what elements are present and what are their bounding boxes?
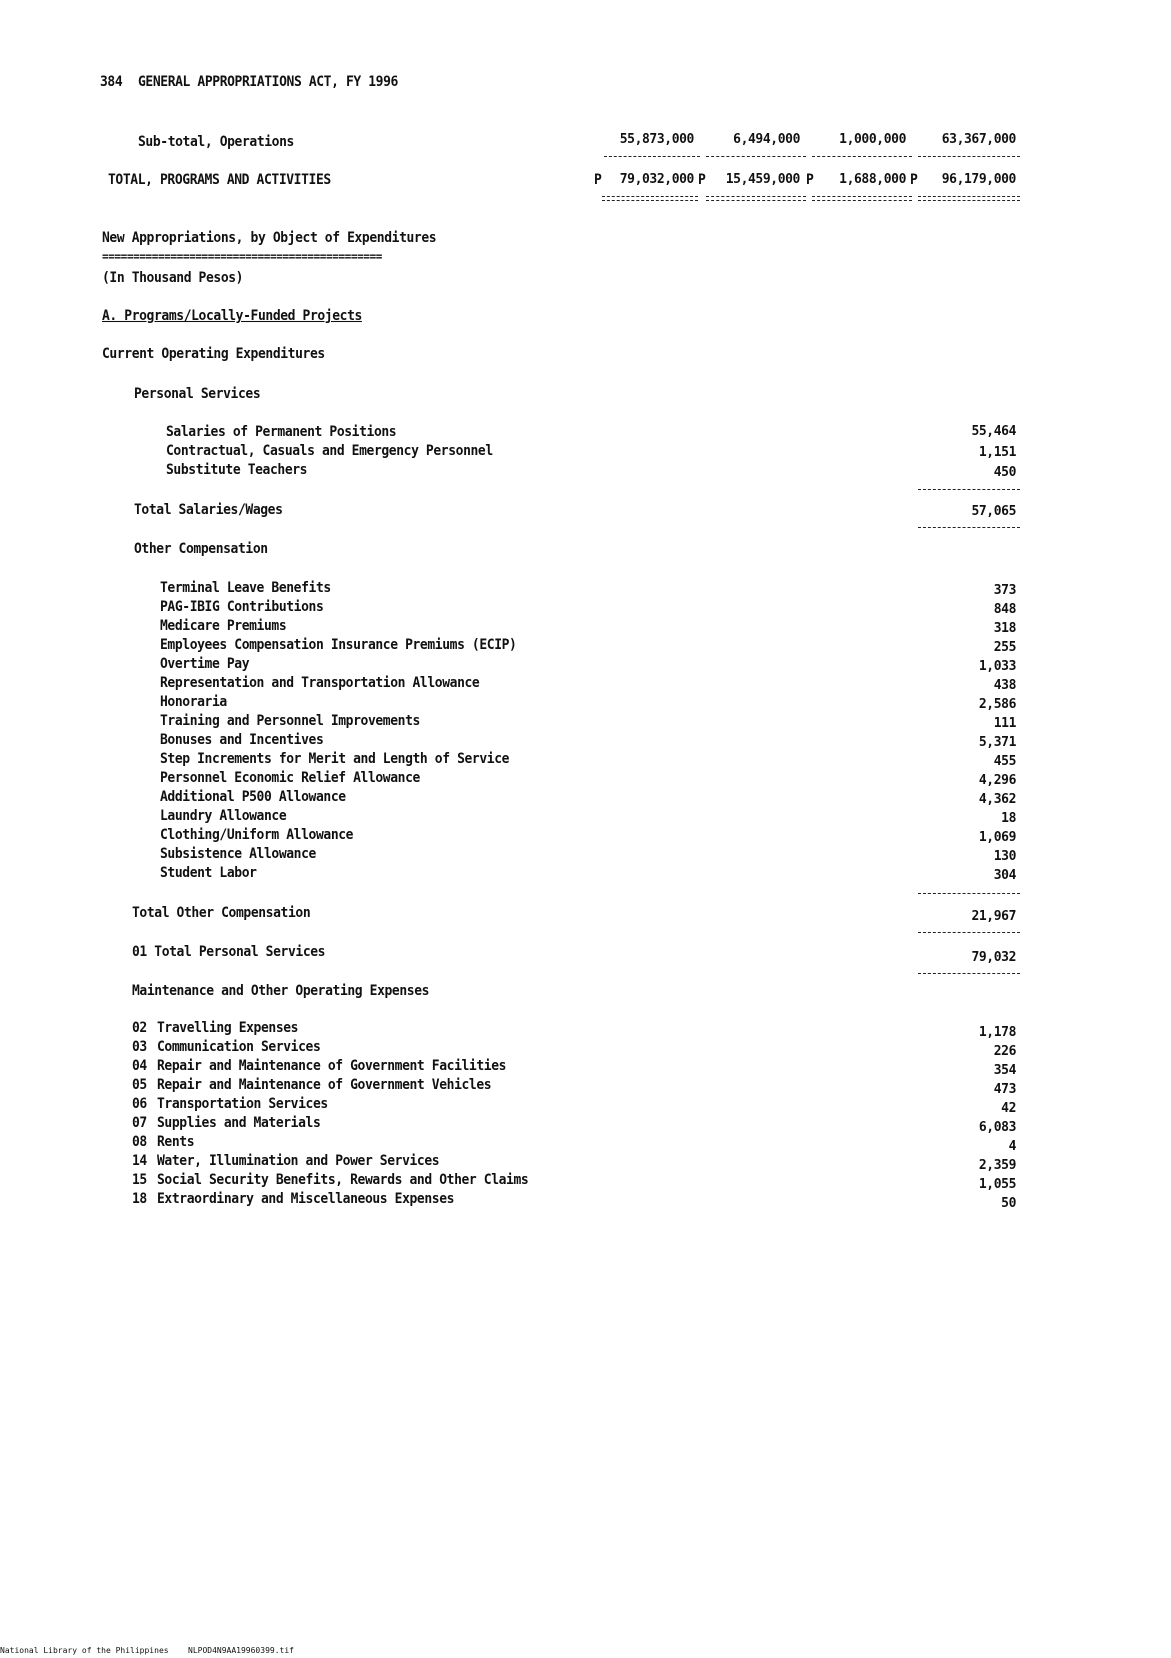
mooe-label: Water, Illumination and Power Services: [157, 1153, 440, 1170]
other-comp-value: 304: [993, 868, 1016, 883]
other-comp-value: 1,069: [978, 830, 1016, 845]
total-value-2: 15,459,000: [725, 172, 800, 187]
mooe-label: Transportation Services: [157, 1096, 328, 1113]
other-comp-label: Step Increments for Merit and Length of Service: [160, 751, 510, 768]
other-comp-value: 18: [1001, 811, 1016, 826]
other-comp-value: 255: [993, 640, 1016, 655]
total-personal-rule: [918, 973, 1020, 974]
mooe-label: Supplies and Materials: [157, 1115, 321, 1132]
other-comp-label: Overtime Pay: [160, 656, 250, 673]
mooe-value: 2,359: [978, 1158, 1016, 1173]
mooe-label: Communication Services: [157, 1039, 321, 1056]
other-comp-label: Personnel Economic Relief Allowance: [160, 770, 420, 787]
total-value-1: 79,032,000: [619, 172, 694, 187]
page-number: 384: [100, 74, 123, 91]
subtotal-value-4: 63,367,000: [941, 132, 1016, 147]
total-value-3: 1,688,000: [839, 172, 906, 187]
total-prefix-1: P: [594, 172, 602, 189]
mooe-label: Extraordinary and Miscellaneous Expenses: [157, 1191, 455, 1208]
mooe-value: 1,055: [978, 1177, 1016, 1192]
other-comp-label: Terminal Leave Benefits: [160, 580, 331, 597]
subtotal-rule-3: [812, 156, 912, 157]
subtotal-value-2: 6,494,000: [733, 132, 800, 147]
other-comp-label: Student Labor: [160, 865, 257, 882]
other-comp-label: Honoraria: [160, 694, 227, 711]
mooe-value: 226: [993, 1044, 1016, 1059]
subtotal-value-3: 1,000,000: [839, 132, 906, 147]
subtotal-label: Sub-total, Operations: [138, 134, 294, 151]
mooe-code: 03: [132, 1039, 147, 1056]
other-comp-value: 111: [993, 716, 1016, 731]
salary-value: 55,464: [971, 424, 1016, 439]
subtotal-value-1: 55,873,000: [619, 132, 694, 147]
total-label: TOTAL, PROGRAMS AND ACTIVITIES: [108, 172, 331, 189]
other-comp-label: PAG-IBIG Contributions: [160, 599, 324, 616]
mooe-label: Travelling Expenses: [157, 1020, 299, 1037]
footer-library: National Library of the Philippines: [0, 1646, 169, 1655]
mooe-value: 4: [1008, 1139, 1016, 1154]
personal-services-heading: Personal Services: [134, 386, 261, 403]
total-double-rule-1: [602, 196, 698, 201]
mooe-label: Rents: [157, 1134, 195, 1151]
total-personal-value: 79,032: [971, 950, 1016, 965]
other-comp-label: Clothing/Uniform Allowance: [160, 827, 354, 844]
total-salaries-rule: [918, 527, 1020, 528]
mooe-code: 07: [132, 1115, 147, 1132]
mooe-code: 04: [132, 1058, 147, 1075]
mooe-label: Repair and Maintenance of Government Vehicles: [157, 1077, 492, 1094]
total-salaries-label: Total Salaries/Wages: [134, 502, 283, 519]
mooe-code: 18: [132, 1191, 147, 1208]
total-personal-label: 01 Total Personal Services: [132, 944, 326, 961]
other-comp-label: Subsistence Allowance: [160, 846, 316, 863]
other-comp-label: Additional P500 Allowance: [160, 789, 346, 806]
salary-label: Substitute Teachers: [166, 462, 308, 479]
salary-value: 1,151: [978, 445, 1016, 460]
other-comp-heading: Other Compensation: [134, 541, 268, 558]
mooe-label: Repair and Maintenance of Government Facilities: [157, 1058, 507, 1075]
other-comp-rule: [918, 893, 1020, 894]
salary-value: 450: [993, 465, 1016, 480]
subtotal-rule-4: [918, 156, 1020, 157]
current-ops-heading: Current Operating Expenditures: [102, 346, 325, 363]
mooe-value: 6,083: [978, 1120, 1016, 1135]
section-heading: New Appropriations, by Object of Expenditures: [102, 230, 437, 247]
salary-label: Contractual, Casuals and Emergency Personnel: [166, 443, 493, 460]
other-comp-value: 438: [993, 678, 1016, 693]
salaries-rule: [918, 489, 1020, 490]
other-comp-value: 848: [993, 602, 1016, 617]
mooe-code: 02: [132, 1020, 147, 1037]
mooe-value: 1,178: [978, 1025, 1016, 1040]
total-prefix-3: P: [806, 172, 814, 189]
total-salaries-value: 57,065: [971, 504, 1016, 519]
mooe-value: 473: [993, 1082, 1016, 1097]
mooe-code: 06: [132, 1096, 147, 1113]
other-comp-value: 455: [993, 754, 1016, 769]
other-comp-value: 5,371: [978, 735, 1016, 750]
total-other-comp-label: Total Other Compensation: [132, 905, 311, 922]
mooe-label: Social Security Benefits, Rewards and Other Claims: [157, 1172, 529, 1189]
other-comp-label: Medicare Premiums: [160, 618, 287, 635]
mooe-code: 05: [132, 1077, 147, 1094]
mooe-code: 15: [132, 1172, 147, 1189]
total-double-rule-3: [812, 196, 912, 201]
total-other-comp-rule: [918, 932, 1020, 933]
mooe-value: 354: [993, 1063, 1016, 1078]
total-value-4: 96,179,000: [941, 172, 1016, 187]
mooe-code: 14: [132, 1153, 147, 1170]
other-comp-value: 2,586: [978, 697, 1016, 712]
other-comp-value: 318: [993, 621, 1016, 636]
total-other-comp-value: 21,967: [971, 909, 1016, 924]
other-comp-label: Bonuses and Incentives: [160, 732, 324, 749]
section-heading-rule: =============================================: [102, 249, 383, 264]
other-comp-value: 130: [993, 849, 1016, 864]
mooe-value: 42: [1001, 1101, 1016, 1116]
total-double-rule-2: [706, 196, 806, 201]
other-comp-value: 4,296: [978, 773, 1016, 788]
other-comp-label: Representation and Transportation Allowance: [160, 675, 480, 692]
salary-label: Salaries of Permanent Positions: [166, 424, 397, 441]
other-comp-value: 4,362: [978, 792, 1016, 807]
other-comp-value: 1,033: [978, 659, 1016, 674]
mooe-code: 08: [132, 1134, 147, 1151]
other-comp-label: Employees Compensation Insurance Premiums (ECIP): [160, 637, 517, 654]
subtotal-rule-2: [706, 156, 806, 157]
subtotal-rule-1: [604, 156, 700, 157]
footer-file: NLPOD4N9AA19960399.tif: [188, 1646, 294, 1655]
other-comp-label: Laundry Allowance: [160, 808, 287, 825]
page-title: GENERAL APPROPRIATIONS ACT, FY 1996: [138, 74, 398, 91]
mooe-value: 50: [1001, 1196, 1016, 1211]
total-double-rule-4: [918, 196, 1020, 201]
total-prefix-2: P: [698, 172, 706, 189]
part-title: A. Programs/Locally-Funded Projects: [102, 308, 362, 325]
mooe-heading: Maintenance and Other Operating Expenses: [132, 983, 430, 1000]
units-note: (In Thousand Pesos): [102, 270, 244, 287]
other-comp-value: 373: [993, 583, 1016, 598]
total-prefix-4: P: [910, 172, 918, 189]
other-comp-label: Training and Personnel Improvements: [160, 713, 420, 730]
